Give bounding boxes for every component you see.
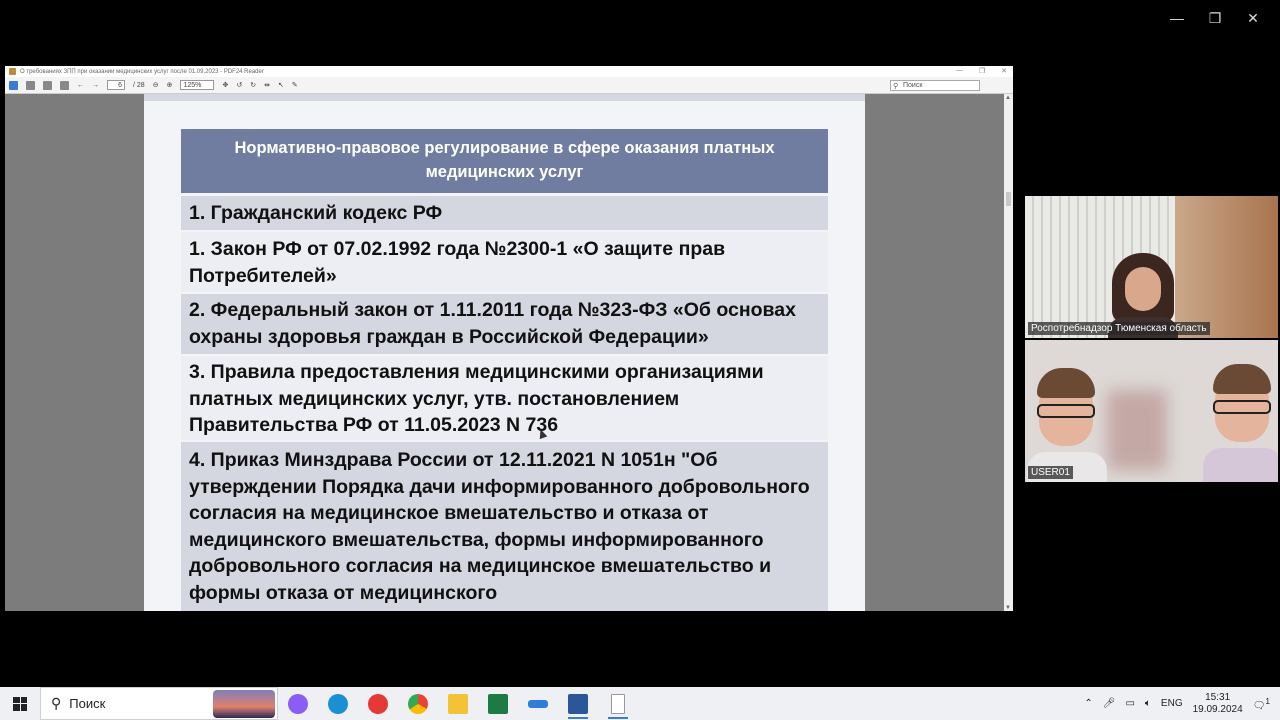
zoom-in-icon[interactable]: ⊕ bbox=[166, 82, 173, 89]
start-button[interactable] bbox=[0, 687, 40, 720]
wooden-wall bbox=[1175, 196, 1278, 338]
page-layout-icon[interactable]: ⇹ bbox=[264, 82, 270, 89]
zoom-out-icon[interactable]: ⊖ bbox=[152, 82, 159, 89]
pdf-window-title: О требованиях ЗПП при оказании медицинских услуг после 01.09.2023 - PDF24 Reader bbox=[20, 68, 264, 75]
system-tray bbox=[1084, 692, 1280, 716]
previous-page-edge bbox=[144, 94, 865, 101]
pdf-titlebar bbox=[5, 66, 1013, 77]
participant-avatar bbox=[1027, 368, 1107, 482]
prev-page-icon[interactable]: ← bbox=[77, 81, 84, 89]
search-input[interactable]: ⚲ Поиск bbox=[890, 80, 980, 91]
rotate-right-icon[interactable]: ↻ bbox=[250, 82, 257, 89]
pdf-scrollbar[interactable] bbox=[1004, 94, 1013, 611]
pdf-toolbar bbox=[5, 77, 1013, 94]
clock-time: 15:31 bbox=[1205, 691, 1231, 703]
next-page-icon[interactable]: → bbox=[92, 81, 99, 89]
pdf-minimize-button[interactable]: — bbox=[955, 67, 963, 74]
open-file-icon[interactable] bbox=[9, 81, 18, 90]
pdf-reader-window bbox=[5, 66, 1013, 611]
total-pages: / 28 bbox=[133, 81, 145, 89]
word-icon[interactable] bbox=[558, 687, 598, 720]
edge-icon[interactable] bbox=[318, 687, 358, 720]
participant-video-tile[interactable] bbox=[1025, 196, 1278, 338]
pdf-window-controls bbox=[956, 67, 1007, 75]
meeting-window-controls bbox=[1160, 8, 1270, 28]
print-icon[interactable] bbox=[43, 81, 52, 90]
chevron-up-icon[interactable]: ⌃ bbox=[1084, 698, 1093, 709]
edit-icon[interactable]: ✎ bbox=[291, 82, 298, 89]
pdf-restore-button[interactable]: ❐ bbox=[978, 68, 986, 75]
search-icon: ⚲ bbox=[893, 83, 899, 90]
excel-icon[interactable] bbox=[478, 687, 518, 720]
minimize-button[interactable]: — bbox=[1170, 10, 1184, 26]
taskbar bbox=[0, 687, 1280, 720]
pan-tool-icon[interactable]: ✥ bbox=[222, 82, 229, 89]
alice-icon[interactable] bbox=[278, 687, 318, 720]
law-item: 1. Закон РФ от 07.02.1992 года №2300-1 «О защите прав Потребителей» bbox=[181, 232, 828, 292]
clock-date: 19.09.2024 bbox=[1192, 703, 1243, 715]
select-tool-icon[interactable]: ↖ bbox=[277, 82, 284, 89]
file-explorer-icon[interactable] bbox=[438, 687, 478, 720]
sidebar-toggle-icon[interactable] bbox=[60, 81, 69, 90]
notification-count: 1 bbox=[1265, 695, 1270, 706]
zoom-select[interactable]: 125% bbox=[180, 80, 214, 90]
search-highlight-image bbox=[213, 690, 275, 718]
document-icon[interactable] bbox=[598, 687, 638, 720]
page-number-input[interactable]: 6 bbox=[107, 80, 125, 90]
law-item: 2. Федеральный закон от 1.11.2011 года №323-ФЗ «Об основах охраны здоровья граждан в Российской Федерации» bbox=[181, 294, 828, 354]
participant-name: USER01 bbox=[1028, 466, 1073, 479]
rotate-left-icon[interactable]: ↺ bbox=[236, 82, 243, 89]
speaker-icon[interactable]: 🔈︎ bbox=[1144, 698, 1151, 709]
participant-video-tile[interactable] bbox=[1025, 340, 1278, 482]
notification-icon[interactable]: 🗨︎$^1$ bbox=[1252, 695, 1270, 712]
slide-title: Нормативно-правовое регулирование в сфере оказания платных медицинских услуг bbox=[181, 129, 828, 193]
search-icon: ⚲ bbox=[51, 695, 62, 711]
participant-name: Роспотребнадзор Тюменская область bbox=[1028, 322, 1210, 335]
pdf24-app-icon bbox=[9, 68, 16, 75]
yandex-browser-icon[interactable] bbox=[358, 687, 398, 720]
save-icon[interactable] bbox=[26, 81, 35, 90]
background-blur bbox=[1107, 390, 1167, 470]
taskbar-search[interactable]: ⚲ Поиск bbox=[40, 687, 278, 720]
microphone-icon[interactable]: 🎤︎ bbox=[1102, 698, 1116, 709]
chrome-icon[interactable] bbox=[398, 687, 438, 720]
pdf-close-button[interactable]: ✕ bbox=[1001, 68, 1007, 75]
scroll-down-icon[interactable]: ▼ bbox=[1005, 605, 1011, 611]
law-item: 1. Гражданский кодекс РФ bbox=[181, 196, 828, 230]
clock[interactable] bbox=[1193, 692, 1243, 716]
windows-logo-icon bbox=[13, 697, 27, 711]
battery-icon[interactable]: ▭ bbox=[1125, 698, 1135, 709]
law-item: 3. Правила предоставления медицинскими организациями платных медицинских услуг, утв. постановлением Правительства РФ от 11.05.2023 N 736 bbox=[181, 356, 828, 440]
restore-button[interactable]: ❐ bbox=[1208, 10, 1222, 26]
pen-app-icon[interactable] bbox=[518, 687, 558, 720]
law-item: 4. Приказ Минздрава России от 12.11.2021 N 1051н "Об утверждении Порядка дачи информированного добровольного согласия на медицинское вмешательство и отказа от медицинского вмешательства, формы информированного добровольного согласия на медицинское вмешательство и формы отказа от медицинского bbox=[181, 442, 828, 611]
language-indicator[interactable]: ENG bbox=[1160, 698, 1183, 709]
close-button[interactable]: ✕ bbox=[1247, 10, 1259, 26]
scroll-thumb[interactable] bbox=[1006, 192, 1011, 206]
participant-avatar bbox=[1203, 364, 1278, 482]
scroll-up-icon[interactable]: ▲ bbox=[1005, 95, 1011, 101]
